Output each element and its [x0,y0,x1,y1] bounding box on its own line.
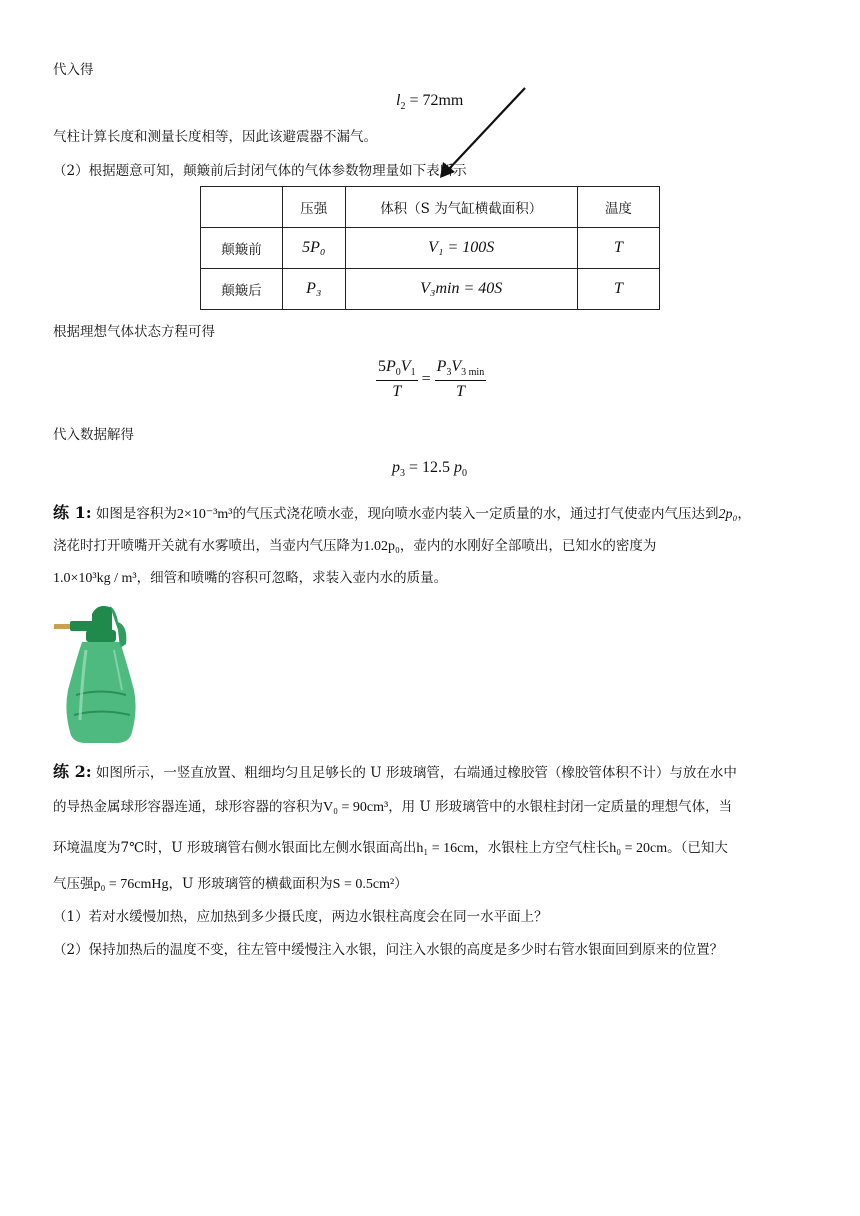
substitute-label: 代入得 [53,62,94,78]
exercise1-line1: 练 1: 如图是容积为2×10⁻³m³的气压式浇花喷水壶，现向喷水壶内装入一定质量的水，通过打气使壶内气压达到2p₀， [53,503,751,522]
exercise2-line3: 环境温度为7℃时，U 形玻璃管右侧水银面比左侧水银面高出h₁ = 16cm，水银柱上方空气柱长h₀ = 20cm。（已知大 [53,840,728,856]
exercise2-line1: 练 2: 如图所示，一竖直放置、粗细均匀且足够长的 U 形玻璃管，右端通过橡胶管（橡胶管体积不计）与放在水中 [53,762,737,781]
result-equation: $p_3 = 12.5$ $p_0$ [392,459,468,480]
table-header-cell [201,187,283,228]
state-equation-text: 根据理想气体状态方程可得 [53,324,215,340]
table-cell: 颠簸后 [201,269,283,310]
exercise1-label: 练 1: [53,503,92,522]
gas-parameter-table [200,186,660,310]
l2-equation: $l_2 = 72mm$ [396,92,464,113]
table-header-cell: 体积（S 为气缸横截面积） [345,187,577,228]
table-cell: V₁ = 100S [345,228,577,269]
spray-bottle-image [52,600,162,745]
table-cell: T [577,228,659,269]
table-header-cell: 温度 [577,187,659,228]
table-cell: T [577,269,659,310]
table-cell: V₃min = 40S [345,269,577,310]
exercise1-line2: 浇花时打开喷嘴开关就有水雾喷出，当壶内气压降为1.02p₀，壶内的水刚好全部喷出，已知水的密度为 [53,538,657,554]
table-header-cell: 压强 [283,187,345,228]
part2-text: （2）根据题意可知，颠簸前后封闭气体的气体参数物理量如下表所示 [53,163,467,179]
table-cell: P₃ [283,269,345,310]
exercise2-question1: （1）若对水缓慢加热，应加热到多少摄氏度，两边水银柱高度会在同一水平面上？ [53,909,548,925]
table-cell: 5P₀ [283,228,345,269]
state-equation: $\frac{5P_0V_1}{T}$ = $\frac{P_3V_{3 min}}{T}$ [378,358,485,401]
table-cell: 颠簸前 [201,228,283,269]
exercise2-label: 练 2: [53,762,92,781]
exercise1-line3: 1.0×10³kg / m³，细管和喷嘴的容积可忽略，求装入壶内水的质量。 [53,570,448,586]
exercise2-question2: （2）保持加热后的温度不变，往左管中缓慢注入水银，问注入水银的高度是多少时右管水银面回到原来的位置？ [53,942,724,958]
exercise2-line2: 的导热金属球形容器连通，球形容器的容积为V₀ = 90cm³，用 U 形玻璃管中的水银柱封闭一定质量的理想气体，当 [53,799,733,815]
table-row [201,228,660,269]
table-header-row [201,187,660,228]
exercise2-line4: 气压强p₀ = 76cmHg，U 形玻璃管的横截面积为S = 0.5cm²） [53,876,408,892]
conclusion-text: 气柱计算长度和测量长度相等，因此该避震器不漏气。 [53,129,377,145]
table-row [201,269,660,310]
solve-text: 代入数据解得 [53,427,134,443]
